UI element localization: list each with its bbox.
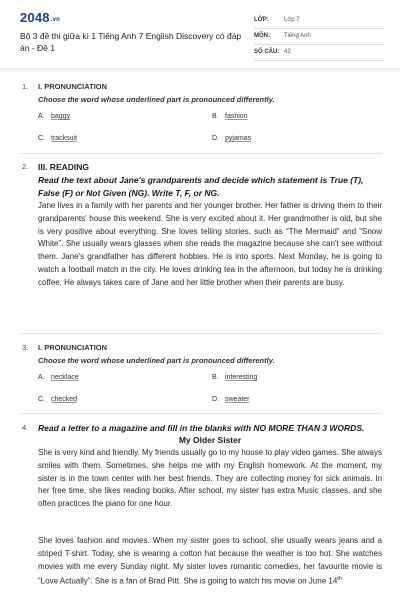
option-label: B.	[212, 113, 219, 120]
meta-class-row	[254, 14, 384, 29]
question-instruction: Choose the word whose underlined part is pronounced differently.	[38, 356, 275, 365]
question-instruction: Choose the word whose underlined part is pronounced differently.	[38, 95, 275, 104]
meta-value: Tiếng Anh	[284, 33, 311, 39]
question-number: 3.	[22, 343, 29, 352]
option-label: D.	[212, 135, 219, 142]
option-a[interactable]	[38, 374, 79, 381]
document-title: Bộ 3 đề thi giữa kì 1 Tiếng Anh 7 English Discovery có đáp án - Đề 1	[20, 31, 242, 53]
option-label: A.	[38, 113, 45, 120]
meta-value: 42	[284, 49, 291, 55]
option-word: interesting	[225, 374, 258, 381]
meta-key: MÔN:	[254, 33, 270, 39]
option-label: B.	[212, 374, 219, 381]
option-b[interactable]	[212, 113, 248, 120]
logo-suffix: .vn	[50, 17, 61, 23]
meta-subject-row	[254, 30, 384, 45]
option-word: baggy	[51, 113, 71, 120]
option-word: necklace	[51, 374, 79, 381]
divider	[20, 413, 382, 414]
logo-text: 2048	[20, 10, 50, 25]
question-instruction: Read a letter to a magazine and fill in the blanks with NO MORE THAN 3 WORDS.	[38, 423, 365, 433]
option-word: tracksuit	[51, 135, 78, 142]
letter-paragraph-1: She is very kind and friendly. My friends usually go to my house to play video games. She always smiles with them. Sometimes, she helps me with my English homework. At the moment, my sister is in the town center with her best friends. They are collecting money for sick animals. In her free time, she likes reading books. After school, my sister has extra Music classes, and she often practices the piano for one hour.	[38, 448, 382, 509]
meta-count-row	[254, 46, 384, 61]
question-number: 2.	[22, 162, 29, 171]
option-word: fashion	[225, 113, 248, 120]
ordinal-suffix: th	[337, 576, 342, 583]
option-b[interactable]	[212, 374, 257, 381]
header-shadow	[0, 68, 400, 73]
section-heading: I. PRONUNCIATION	[38, 82, 108, 91]
question-number: 1.	[22, 82, 29, 91]
question-instruction: Read the text about Jane's grandparents and decide which statement is True (T), False (F) or Not Given (NG). Write T, F, or NG.	[38, 175, 364, 198]
option-word: sweater	[225, 396, 250, 403]
option-label: A.	[38, 374, 45, 381]
meta-value: Lớp 7	[284, 17, 300, 23]
option-label: D.	[212, 396, 219, 403]
reading-passage: Jane lives in a family with her parents and her younger brother. Her father is driving them to their grandparents' house this weekend. She is very excited about it. Her grandmother is old, but she is very positive about everything. She loves telling stories, such as “The Mermaid” and “Snow White”. She usually wears glasses when she reads the magazine because she can't see without them. Jane's grandfather has different hobbies. He is into sports. Next Monday, he is going to watch a football match in the city. He loves drinking tea in the afternoon, but today he is drinking coffee. He always takes care of Jane and her little brother when their parents are busy.	[38, 201, 382, 287]
paragraph-text: She loves fashion and movies. When my sister goes to school, she usually wears jeans and a striped T-shirt. Today, she is wearing a cotton hat because the weather is too hot. She watches movies with me every Sunday night. My sister loves romantic comedies, her favourite movie is “Love Actually”. She is a fan of Brad Pitt. She is going to watch his movie on June 14	[38, 536, 382, 587]
option-word: checked	[51, 396, 78, 403]
option-label: C.	[38, 396, 45, 403]
section-heading: III. READING	[38, 162, 90, 172]
meta-key: SỐ CÂU:	[254, 49, 280, 55]
divider	[20, 153, 382, 154]
site-logo[interactable]	[20, 10, 60, 25]
option-c[interactable]	[38, 135, 77, 142]
option-c[interactable]	[38, 396, 77, 403]
letter-paragraph-2	[38, 535, 382, 589]
option-d[interactable]	[212, 396, 250, 403]
option-word: pyjamas	[225, 135, 252, 142]
page-header	[0, 0, 400, 70]
option-d[interactable]	[212, 135, 251, 142]
option-a[interactable]	[38, 113, 70, 120]
meta-key: LỚP:	[254, 17, 269, 23]
letter-title: My Older Sister	[178, 435, 242, 445]
divider	[20, 333, 382, 334]
section-heading: I. PRONUNCIATION	[38, 343, 108, 352]
question-number: 4.	[22, 423, 29, 432]
option-label: C.	[38, 135, 45, 142]
